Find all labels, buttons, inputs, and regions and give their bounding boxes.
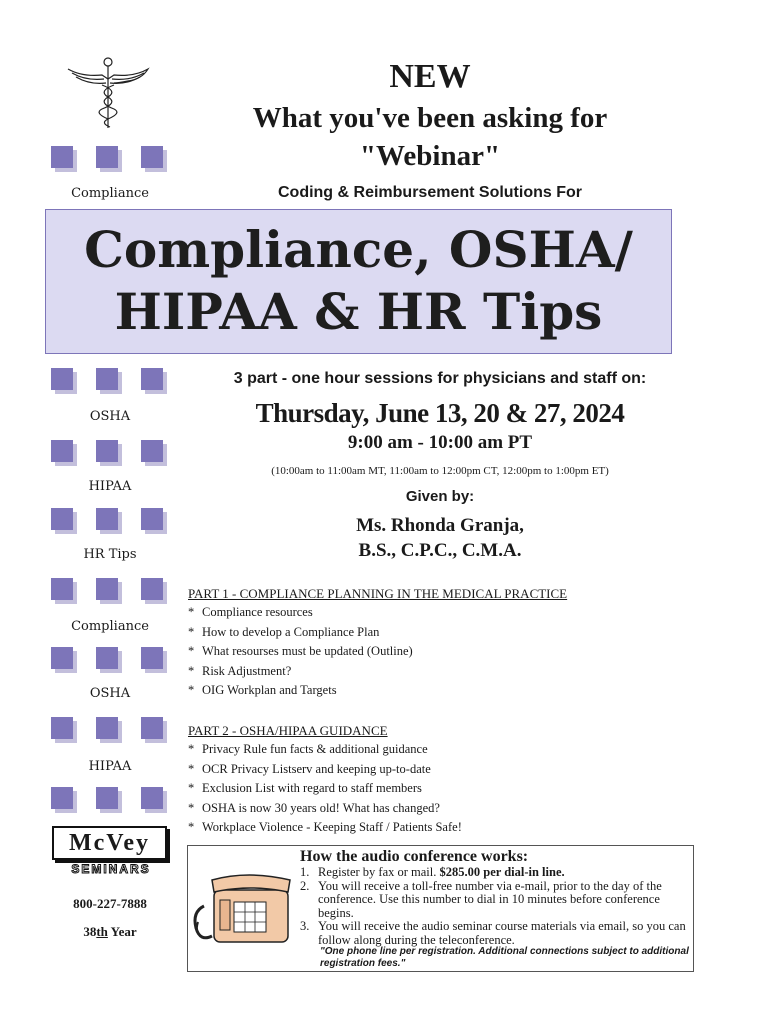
sidebar-label: OSHA (89, 686, 131, 701)
audio-steps (300, 866, 692, 947)
title-box (45, 209, 672, 354)
telephone-icon (190, 872, 295, 950)
audio-title: How the audio conference works: (300, 848, 529, 865)
registration-note: "One phone line per registration. Additional connections subject to additional registration fees." (320, 946, 689, 969)
sidebar-label: HR Tips (83, 547, 137, 562)
square-row (51, 368, 176, 398)
list-item: * Exclusion List with regard to staff members (188, 779, 462, 799)
headline-subtitle: What you've been asking for (252, 102, 608, 134)
part2-list (188, 740, 462, 838)
square-row (51, 717, 176, 747)
speaker-name: Ms. Rhonda Granja, (356, 515, 524, 536)
list-item: * Risk Adjustment? (188, 662, 413, 682)
sidebar-label: Compliance (71, 186, 149, 201)
event-time: 9:00 am - 10:00 am PT (347, 432, 533, 453)
square-row (51, 647, 176, 677)
title-line-1: Compliance, OSHA/ (84, 220, 633, 279)
list-item: * How to develop a Compliance Plan (188, 623, 413, 643)
list-item: * Workplace Violence - Keeping Staff / Patients Safe! (188, 818, 462, 838)
list-item: 3. You will receive the audio seminar course materials via email, so you can follow along during the teleconference. (300, 919, 686, 947)
part1-list (188, 603, 413, 701)
caduceus-icon (62, 55, 154, 130)
square-row (51, 146, 176, 176)
list-item: * Privacy Rule fun facts & additional guidance (188, 740, 462, 760)
sidebar-label: Compliance (71, 619, 149, 634)
speaker-credentials: B.S., C.P.C., C.M.A. (358, 540, 522, 561)
phone-number: 800-227-7888 (73, 896, 147, 911)
list-item: * OIG Workplan and Targets (188, 681, 413, 701)
list-item: 1. Register by fax or mail. $285.00 per dial-in line. (300, 865, 565, 879)
part1-heading: PART 1 - COMPLIANCE PLANNING IN THE MEDICAL PRACTICE (188, 586, 568, 601)
sidebar-label: HIPAA (88, 479, 132, 494)
title-line-2: HIPAA & HR Tips (114, 282, 603, 341)
list-item: * What resourses must be updated (Outline) (188, 642, 413, 662)
square-row (51, 787, 176, 817)
seminars-logo-text: SEMINARS (71, 862, 151, 876)
mcvey-logo: McVey (52, 826, 167, 860)
part2-heading: PART 2 - OSHA/HIPAA GUIDANCE (188, 723, 388, 738)
list-item: 2. You will receive a toll-free number via e-mail, prior to the day of the conference. Use this number to dial in 10 minutes before conference begins. (300, 878, 662, 920)
headline-webinar: "Webinar" (359, 140, 501, 172)
list-item: * OSHA is now 30 years old! What has changed? (188, 799, 462, 819)
sessions-text: 3 part - one hour sessions for physicians and staff on: (233, 370, 647, 387)
headline-new: NEW (389, 58, 471, 95)
sidebar-label: OSHA (89, 409, 131, 424)
sidebar-label: HIPAA (88, 759, 132, 774)
event-timezones: (10:00am to 11:00am MT, 11:00am to 12:00pm CT, 12:00pm to 1:00pm ET) (271, 465, 609, 477)
event-date: Thursday, June 13, 20 & 27, 2024 (255, 398, 625, 428)
given-by: Given by: (405, 488, 475, 505)
list-item: * Compliance resources (188, 603, 413, 623)
square-row (51, 578, 176, 608)
coding-line: Coding & Reimbursement Solutions For (277, 184, 582, 201)
list-item: * OCR Privacy Listserv and keeping up-to-date (188, 760, 462, 780)
square-row (51, 508, 176, 538)
years-text: 38th Year (83, 924, 137, 939)
square-row (51, 440, 176, 470)
